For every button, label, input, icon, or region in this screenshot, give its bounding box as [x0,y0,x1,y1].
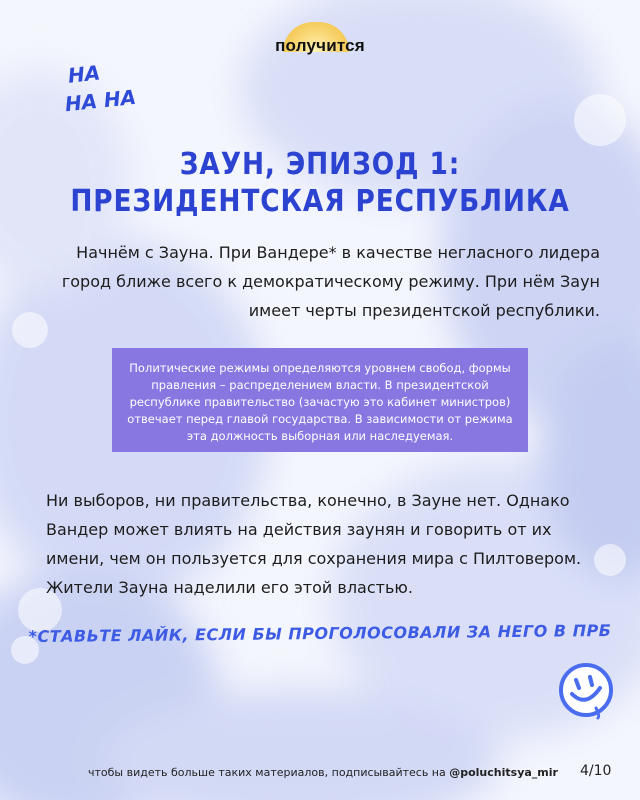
body-paragraph: Ни выборов, ни правительства, конечно, в Зауне нет. Однако Вандер может влиять на действия заунян и говорить от их имени, чем он пользуется для сохранения мира с Пилтовером. Жители Зауна наделили его этой властью. [46,491,582,597]
doodle-line-1: НА [66,60,102,88]
footer-subscribe-text [88,766,558,779]
smiley-sticker-icon [556,660,616,720]
intro-paragraph: Начнём с Зауна. При Вандере* в качестве негласного лидера город ближе всего к демократическому режиму. При нём Заун имеет черты президентской республики. [61,243,600,320]
title-line-1: ЗАУН, ЭПИЗОД 1: [179,147,461,182]
doodle-text [63,55,144,132]
doodle-line-2: НА НА [63,84,138,117]
call-to-action: *СТАВЬТЕ ЛАЙК, ЕСЛИ БЫ ПРОГОЛОСОВАЛИ ЗА НЕГО В ПРБ [28,620,612,647]
footer-text: чтобы видеть больше таких материалов, подписывайтесь на [88,766,446,779]
info-note-box: Политические режимы определяются уровнем свобод, формы правления – распределением власти. В президентской республике правительство (зачастую это кабинет министров) отвечает перед главой государства. В зависимости от режима эта должность выборная или наследуемая. [112,348,528,452]
page-number: 4/10 [580,763,612,779]
footer [0,762,640,784]
title-line-2: ПРЕЗИДЕНТСКАЯ РЕСПУБЛИКА [70,184,570,219]
brand-name: получится [275,36,365,55]
footer-handle-link[interactable]: @poluchitsya_mir [449,766,558,779]
page-title [38,146,601,220]
